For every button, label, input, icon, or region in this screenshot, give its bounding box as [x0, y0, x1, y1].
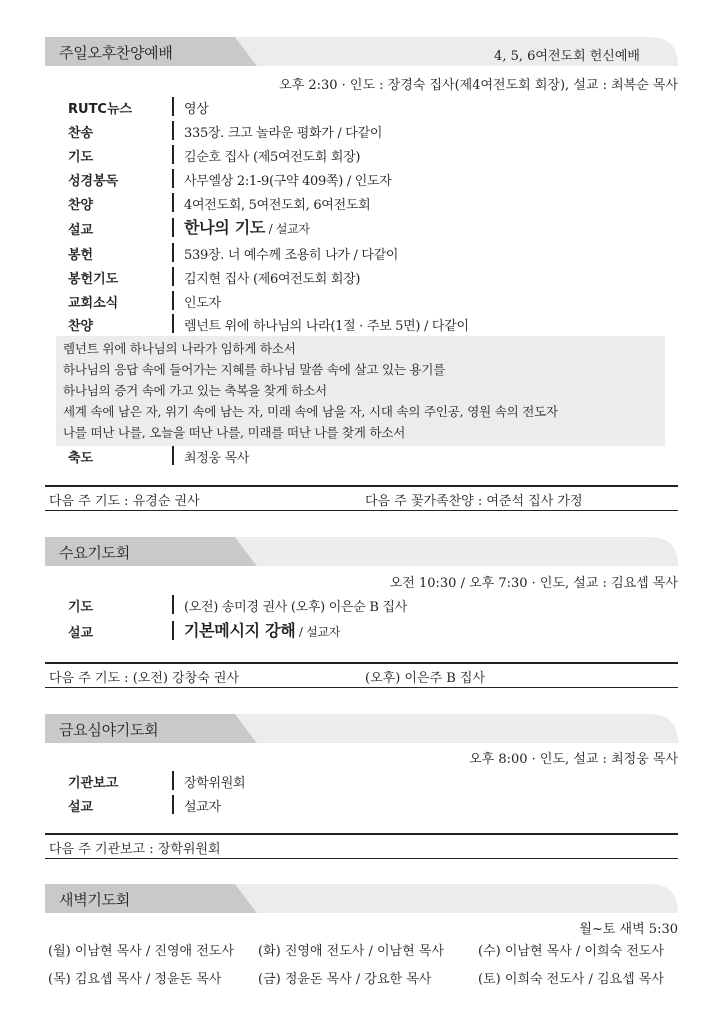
- divider: [172, 218, 174, 237]
- divider: [172, 795, 174, 814]
- order-item-sermon: [68, 215, 668, 237]
- divider: [172, 121, 174, 140]
- order-value: 설교자: [184, 800, 221, 815]
- next-week-prayer-pm: (오후) 이은주 B 집사: [365, 671, 485, 686]
- divider: [172, 243, 174, 262]
- order-label: 기도: [68, 150, 94, 165]
- schedule-item: (토) 이희숙 전도사 / 김요셉 목사: [478, 972, 664, 987]
- order-value: 영상: [184, 102, 209, 117]
- order-value: (오전) 송미경 권사 (오후) 이은순 B 집사: [184, 600, 407, 615]
- order-value: 최정웅 목사: [184, 451, 250, 466]
- section-subtitle: 4, 5, 6여전도회 헌신예배: [494, 49, 640, 64]
- order-label: 기관보고: [68, 776, 119, 791]
- order-item: [68, 192, 668, 214]
- service-meta: 오후 2:30 · 인도 : 장경숙 집사(제4여전도회 회장), 설교 : 최복순 목사: [279, 78, 678, 93]
- order-item: [68, 794, 668, 816]
- order-value: 인도자: [184, 296, 221, 311]
- service-meta: 오후 8:00 · 인도, 설교 : 최정웅 목사: [469, 752, 678, 767]
- next-week-prayer: 다음 주 기도 : (오전) 강창숙 권사: [49, 671, 240, 686]
- section-header-bg: [45, 884, 678, 913]
- divider: [172, 145, 174, 164]
- divider: [172, 621, 174, 640]
- next-week-box: [45, 485, 678, 511]
- divider: [172, 267, 174, 286]
- schedule-item: (목) 김요셉 목사 / 정윤돈 목사: [48, 972, 222, 987]
- order-label: 교회소식: [68, 296, 119, 311]
- order-value: 539장. 너 예수께 조용히 나가 / 다같이: [184, 248, 399, 263]
- divider: [172, 446, 174, 465]
- order-label: 찬양: [68, 319, 94, 334]
- order-value: 335장. 크고 놀라운 평화가 / 다같이: [184, 126, 383, 141]
- next-week-flower: 다음 주 꽃가족찬양 : 여준석 집사 가정: [365, 494, 583, 509]
- order-label: 설교: [68, 626, 94, 641]
- schedule-item: (월) 이남현 목사 / 진영애 전도사: [48, 944, 234, 959]
- order-value: 장학위원회: [184, 776, 246, 791]
- order-item: [68, 313, 668, 335]
- order-label: 성경봉독: [68, 174, 119, 189]
- section-header-wednesday: [45, 537, 678, 566]
- order-value: 김순호 집사 (제5여전도회 회장): [184, 150, 361, 165]
- schedule-item: (화) 진영애 전도사 / 이남현 목사: [258, 944, 444, 959]
- sermon-title: 기본메시지 강해: [184, 621, 296, 640]
- section-header-dawn: [45, 884, 678, 913]
- section-title: 수요기도회: [59, 544, 130, 562]
- lyric-line: 렘넌트 위에 하나님의 나라가 임하게 하소서: [63, 341, 296, 356]
- order-item: [68, 168, 668, 190]
- next-week-box: [45, 833, 678, 859]
- order-value: 4여전도회, 5여전도회, 6여전도회: [184, 198, 371, 213]
- order-item: [68, 242, 668, 264]
- order-item-sermon: [68, 618, 668, 640]
- order-label: 기도: [68, 600, 94, 615]
- sermon-suffix: / 설교자: [265, 222, 310, 236]
- divider: [172, 193, 174, 212]
- order-label: RUTC뉴스: [68, 102, 133, 117]
- order-value: 김지현 집사 (제6여전도회 회장): [184, 272, 361, 287]
- order-label: 찬송: [68, 126, 94, 141]
- lyric-line: 하나님의 증거 속에 가고 있는 축복을 찾게 하소서: [63, 383, 327, 398]
- divider: [172, 291, 174, 310]
- order-item: [68, 120, 668, 142]
- order-value: 렘넌트 위에 하나님의 나라(1절 · 주보 5면) / 다같이: [184, 319, 469, 334]
- lyrics-box: [56, 336, 665, 446]
- schedule-item: (금) 정윤돈 목사 / 강요한 목사: [258, 972, 432, 987]
- order-item: [68, 144, 668, 166]
- section-title: 금요심야기도회: [59, 721, 159, 739]
- next-week-prayer: 다음 주 기도 : 유경순 권사: [49, 494, 200, 509]
- sermon-line: [184, 215, 310, 238]
- section-header-friday: [45, 714, 678, 743]
- order-label: 설교: [68, 223, 94, 238]
- divider: [172, 771, 174, 790]
- section-title: 새벽기도회: [59, 891, 130, 909]
- order-label: 설교: [68, 800, 94, 815]
- lyric-line: 나를 떠난 나를, 오늘을 떠난 나를, 미래를 떠난 나를 찾게 하소서: [63, 425, 406, 440]
- divider: [172, 97, 174, 116]
- order-label: 봉헌기도: [68, 272, 119, 287]
- order-item: [68, 266, 668, 288]
- schedule-item: (수) 이남현 목사 / 이희숙 전도사: [478, 944, 664, 959]
- sermon-suffix: / 설교자: [295, 625, 341, 639]
- order-label: 찬양: [68, 198, 94, 213]
- order-label: 축도: [68, 451, 94, 466]
- sermon-title: 한나의 기도: [184, 218, 266, 237]
- lyric-line: 하나님의 응답 속에 들어가는 지혜를 하나님 말씀 속에 살고 있는 용기를: [63, 362, 446, 377]
- section-header-sunday: [45, 37, 678, 66]
- order-item: [68, 290, 668, 312]
- service-meta: 월~토 새벽 5:30: [579, 922, 678, 937]
- order-item: [68, 594, 668, 616]
- order-item-benediction: [68, 445, 668, 467]
- section-title: 주일오후찬양예배: [59, 44, 173, 62]
- section-header-bg: [45, 537, 678, 566]
- divider: [172, 595, 174, 614]
- order-item: [68, 96, 668, 118]
- next-week-box: [45, 662, 678, 688]
- service-meta: 오전 10:30 / 오후 7:30 · 인도, 설교 : 김요셉 목사: [389, 576, 678, 591]
- sermon-line: [184, 618, 340, 641]
- order-value: 사무엘상 2:1-9(구약 409쪽) / 인도자: [184, 174, 392, 189]
- divider: [172, 314, 174, 333]
- divider: [172, 169, 174, 188]
- order-label: 봉헌: [68, 248, 94, 263]
- lyric-line: 세계 속에 남은 자, 위기 속에 남는 자, 미래 속에 남을 자, 시대 속의 주인공, 영원 속의 전도자: [63, 404, 558, 419]
- next-week-report: 다음 주 기관보고 : 장학위원회: [49, 842, 221, 857]
- order-item: [68, 770, 668, 792]
